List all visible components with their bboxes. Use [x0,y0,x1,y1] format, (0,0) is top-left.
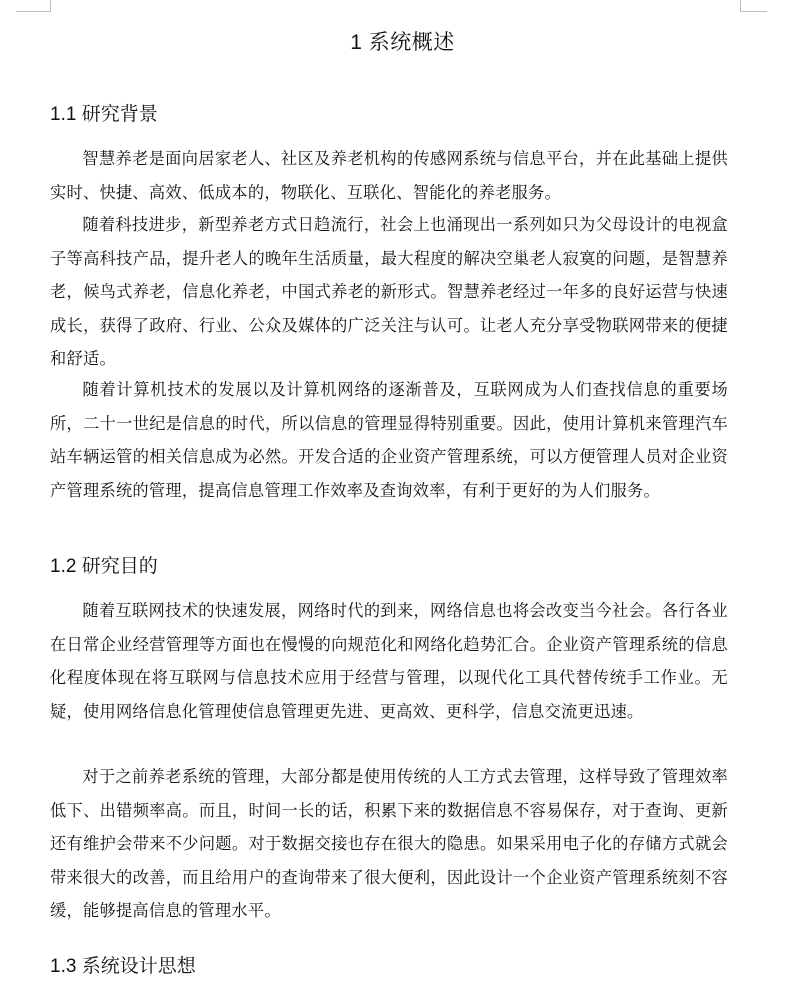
section-heading-1-1: 1.1 研究背景 [50,104,158,125]
section-heading-1-3: 1.3 系统设计思想 [50,956,196,977]
paragraph: 随着科技进步，新型养老方式日趋流行，社会上也涌现出一系列如只为父母设计的电视盒子等高科技产品，提升老人的晚年生活质量，最大程度的解决空巢老人寂寞的问题，是智慧养老，候鸟式养老，信息化养老，中国式养老的新形式。智慧养老经过一年多的良好运营与快速成长，获得了政府、行业、公众及媒体的广泛关注与认可。让老人充分享受物联网带来的便捷和舒适。 [50,215,728,368]
section-heading-1-2: 1.2 研究目的 [50,556,158,577]
paragraph: 对于之前养老系统的管理，大部分都是使用传统的人工方式去管理，这样导致了管理效率低下、出错频率高。而且，时间一长的话，积累下来的数据信息不容易保存，对于查询、更新还有维护会带来不少问题。对于数据交接也存在很大的隐患。如果采用电子化的存储方式就会带来很大的改善，而且给用户的查询带来了很大便利，因此设计一个企业资产管理系统刻不容缓，能够提高信息的管理水平。 [50,767,728,920]
paragraph: 随着互联网技术的快速发展，网络时代的到来，网络信息也将会改变当今社会。各行各业在日常企业经营管理等方面也在慢慢的向规范化和网络化趋势汇合。企业资产管理系统的信息化程度体现在将互联网与信息技术应用于经营与管理，以现代化工具代替传统手工作业。无疑，使用网络信息化管理使信息管理更先进、更高效、更科学，信息交流更迅速。 [50,601,728,721]
page-corner-mark-right [740,0,767,12]
paragraph: 智慧养老是面向居家老人、社区及养老机构的传感网系统与信息平台，并在此基础上提供实时、快捷、高效、低成本的，物联化、互联化、智能化的养老服务。 [50,149,728,202]
paragraph: 随着计算机技术的发展以及计算机网络的逐渐普及，互联网成为人们查找信息的重要场所，二十一世纪是信息的时代，所以信息的管理显得特别重要。因此，使用计算机来管理汽车站车辆运管的相关信息成为必然。开发合适的企业资产管理系统，可以方便管理人员对企业资产管理系统的管理，提高信息管理工作效率及查询效率，有利于更好的为人们服务。 [50,380,728,500]
page-corner-mark-left [16,0,51,12]
chapter-title: 1 系统概述 [350,31,455,54]
